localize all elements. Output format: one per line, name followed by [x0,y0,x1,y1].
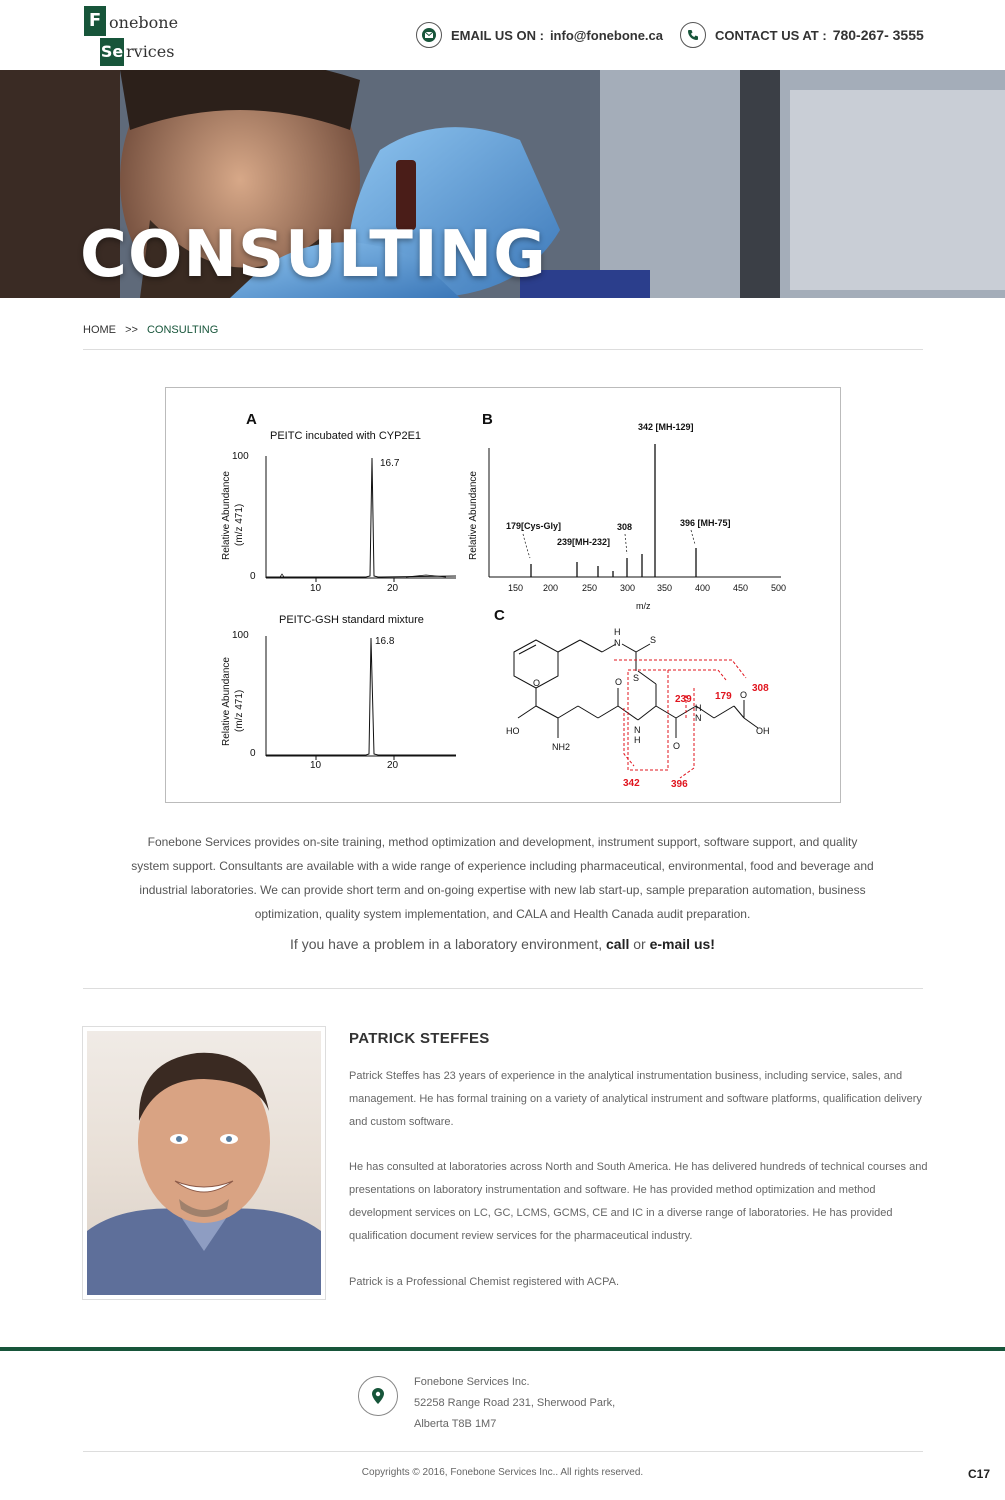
b-tick: 250 [582,583,598,593]
svg-text:S: S [633,673,640,683]
logo-cell-se: Se [100,38,124,66]
svg-text:239: 239 [675,694,692,705]
chem-fragments [623,683,769,790]
b-tick: 300 [620,583,636,593]
copyright: Copyrights © 2016, Fonebone Services Inc.. All rights reserved. [361,1467,644,1478]
cta-email-link[interactable]: e-mail us! [649,936,715,952]
a1-ylabel2: (m/z 471) [234,503,245,546]
svg-text:O: O [740,690,748,700]
b-xlabel: m/z [636,601,651,611]
svg-text:342: 342 [623,778,640,789]
breadcrumb-separator: >> [125,324,138,336]
a2-x20: 20 [387,760,399,771]
a2-y100: 100 [232,630,249,641]
a2-ylabel1: Relative Abundance [221,657,232,746]
a1-y100: 100 [232,451,249,462]
breadcrumb-home[interactable]: HOME [83,324,116,336]
footer-bar [0,1347,1005,1351]
svg-text:308: 308 [752,683,769,694]
b-peak-239: 239[MH-232] [557,537,611,547]
hero-banner [0,70,1005,298]
a2-peak-label: 16.8 [375,636,395,647]
bio-paragraph-1: Patrick Steffes has 23 years of experience in the analytical instrumentation business, including service, sales, and management. He has formal training on a variety of analytical instrument and software platforms, qualification delivery and custom software. [349,1070,922,1128]
profile-photo [82,1026,326,1300]
figure-svg [166,388,840,802]
divider [83,349,923,350]
svg-text:N: N [695,713,702,723]
breadcrumb [83,324,218,336]
cta-call-link[interactable]: call [606,936,630,952]
phone-icon [680,22,706,48]
svg-text:179: 179 [715,691,732,702]
cta-text: If you have a problem in a laboratory environment, [290,936,603,952]
a1-title: PEITC incubated with CYP2E1 [270,430,422,442]
call-to-action [130,936,875,952]
location-pin-icon [358,1376,398,1416]
a1-ylabel1: Relative Abundance [221,471,232,560]
panel-c-label: C [494,607,505,624]
b-tick: 200 [543,583,559,593]
svg-text:H: H [614,627,621,637]
page-title: CONSULTING [80,218,547,292]
logo-text-1: onebone [109,13,179,32]
b-peak-308: 308 [617,522,633,532]
cta-or: or [633,936,646,952]
envelope-icon [416,22,442,48]
b-tick: 450 [733,583,749,593]
divider [83,1451,923,1452]
b-ylabel: Relative Abundance [468,471,479,560]
svg-text:O: O [673,741,681,751]
page-code: C17 [968,1467,991,1481]
email-contact[interactable] [416,22,663,48]
avatar [87,1031,321,1295]
b-tick: 150 [508,583,524,593]
b-ticks [508,583,786,593]
svg-text:N: N [614,638,621,648]
address-street: 52258 Range Road 231, Sherwood Park, [414,1397,616,1409]
email-label: EMAIL US ON : [451,27,544,43]
b-peak-179: 179[Cys-Gly] [506,521,562,531]
a2-x10: 10 [310,760,322,771]
address-company: Fonebone Services Inc. [414,1376,530,1388]
a2-title: PEITC-GSH standard mixture [279,614,424,626]
scientific-figure [165,387,841,803]
svg-text:NH2: NH2 [552,742,571,752]
bio-paragraph-2: He has consulted at laboratories across North and South America. He has delivered hundreds of technical courses and presentations on laboratory instrumentation and software. He has provided method optimization and method development services on LC, GC, LCMS, GCMS, CE and IC in a diverse range of laboratories. He has provided qualification document review services for the pharmaceutical industry. [349,1161,928,1242]
b-peak-396: 396 [MH-75] [680,518,731,528]
contact-label: CONTACT US AT : [715,27,827,43]
a1-x10: 10 [310,583,322,594]
b-tick: 500 [771,583,787,593]
logo-text-2: rvices [126,42,175,61]
address-block [414,1372,615,1435]
a1-x20: 20 [387,583,399,594]
svg-text:N: N [634,725,641,735]
b-tick: 400 [695,583,711,593]
svg-text:OH: OH [756,726,770,736]
breadcrumb-current: CONSULTING [146,324,219,336]
svg-text:O: O [615,677,623,687]
svg-text:396: 396 [671,779,688,790]
logo-cell-f: F [84,6,106,36]
address-city: Alberta T8B 1M7 [414,1418,497,1430]
bio-paragraph-3: Patrick is a Professional Chemist registered with ACPA. [349,1276,620,1288]
b-peak-342: 342 [MH-129] [638,422,694,432]
a2-ylabel2: (m/z 471) [234,689,245,732]
logo[interactable] [84,6,184,68]
panel-a-label: A [246,411,257,428]
svg-text:HO: HO [506,726,520,736]
a2-y0: 0 [250,748,256,759]
site-header [0,0,1005,70]
a1-peak-label: 16.7 [380,458,400,469]
svg-text:H: H [634,735,641,745]
svg-text:O: O [533,678,541,688]
svg-text:S: S [650,635,657,645]
intro-paragraph: Fonebone Services provides on-site training, method optimization and development, instrument support, software support, and quality system support. Consultants are available with a wide range of experience including pharmaceutical, environmental, food and beverage and industrial laboratories. We can provide short term and on-going expertise with new lab start-up, sample preparation automation, business optimization, quality system implementation, and CALA and Health Canada audit preparation. [131,835,874,921]
panel-b-label: B [482,411,493,428]
contact-value[interactable]: 780-267- 3555 [832,27,924,43]
phone-contact[interactable] [680,22,924,48]
email-value[interactable]: info@fonebone.ca [549,27,664,43]
bio-name: PATRICK STEFFES [349,1030,490,1047]
b-tick: 350 [657,583,673,593]
a1-y0: 0 [250,571,256,582]
divider [83,988,923,989]
svg-text:H: H [695,703,702,713]
